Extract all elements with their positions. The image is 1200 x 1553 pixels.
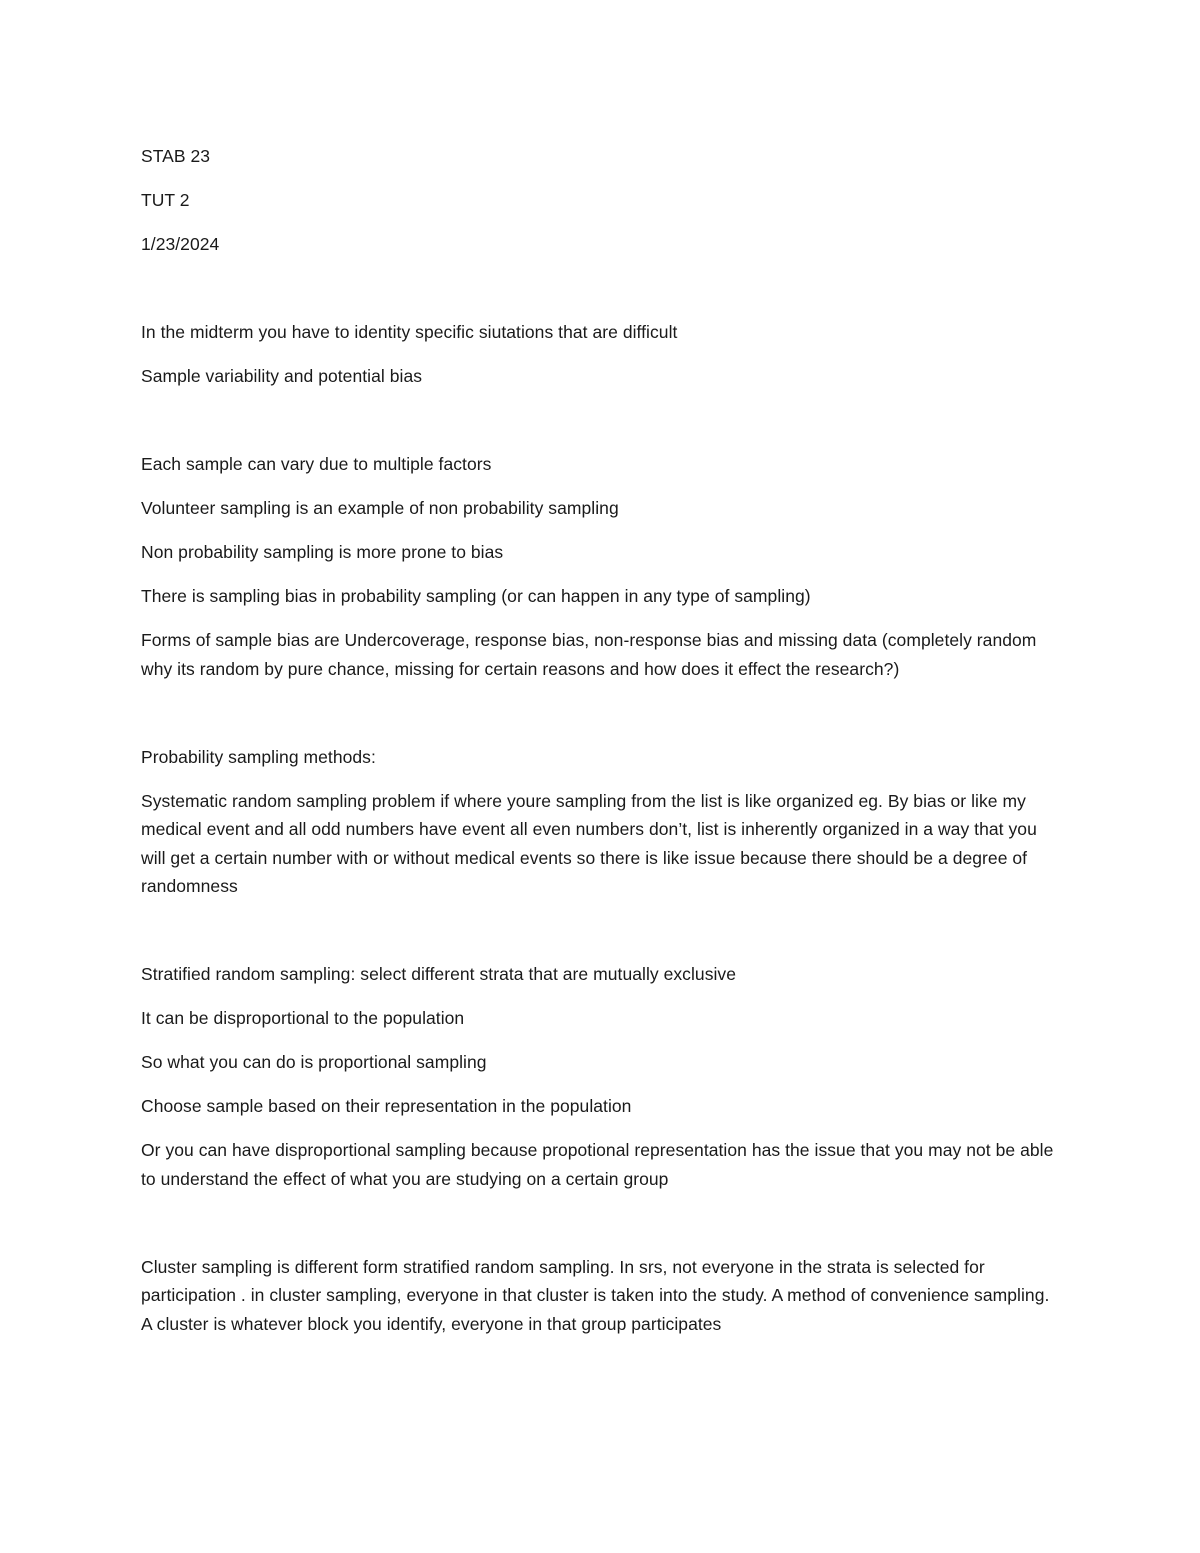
- paragraph-disproportional: It can be disproportional to the population: [141, 1008, 465, 1028]
- paragraph-sample-variability: Sample variability and potential bias: [141, 366, 423, 386]
- document-body: [141, 142, 1061, 1354]
- blank-line: [141, 1209, 1061, 1253]
- course-code: STAB 23: [141, 146, 211, 166]
- blank-line: [141, 699, 1061, 743]
- paragraph-probability-methods: Probability sampling methods:: [141, 746, 376, 767]
- document-date: 1/23/2024: [141, 234, 220, 254]
- tutorial-label: TUT 2: [141, 190, 190, 210]
- paragraph-midterm: In the midterm you have to identity specific siutations that are difficult: [141, 322, 678, 342]
- paragraph-disproportional-sampling: Or you can have disproportional sampling because propotional representation has the issue that you may not be able to understand the effect of what you are studying on a certain group: [141, 1140, 1054, 1189]
- blank-line: [141, 274, 1061, 318]
- paragraph-proportional-sampling: So what you can do is proportional sampling: [141, 1052, 487, 1072]
- blank-line: [141, 916, 1061, 960]
- paragraph-stratified-sampling: Stratified random sampling: select different strata that are mutually exclusive: [141, 964, 737, 984]
- paragraph-systematic-sampling: Systematic random sampling problem if where youre sampling from the list is like organized eg. By bias or like my medical event and all odd numbers have event all even numbers don’t, list is inherently organized in a way that you will get a certain number with or without medical events so there is like issue because there should be a degree of randomness: [141, 790, 1037, 896]
- paragraph-volunteer-sampling: Volunteer sampling is an example of non probability sampling: [141, 498, 619, 518]
- paragraph-cluster-sampling: Cluster sampling is different form stratified random sampling. In srs, not everyone in the strata is selected for participation . in cluster sampling, everyone in that cluster is taken into the study. A method of convenience sampling. A cluster is whatever block you identify, everyone in that group participates: [141, 1256, 1050, 1334]
- blank-line: [141, 406, 1061, 450]
- paragraph-non-probability: Non probability sampling is more prone to bias: [141, 542, 504, 562]
- paragraph-representation: Choose sample based on their representation in the population: [141, 1096, 632, 1116]
- paragraph-sampling-bias: There is sampling bias in probability sampling (or can happen in any type of sampling): [141, 586, 811, 606]
- paragraph-sample-vary: Each sample can vary due to multiple factors: [141, 454, 492, 474]
- paragraph-forms-of-bias: Forms of sample bias are Undercoverage, response bias, non-response bias and missing data (completely random why its random by pure chance, missing for certain reasons and how does it effect the research?): [141, 630, 1037, 679]
